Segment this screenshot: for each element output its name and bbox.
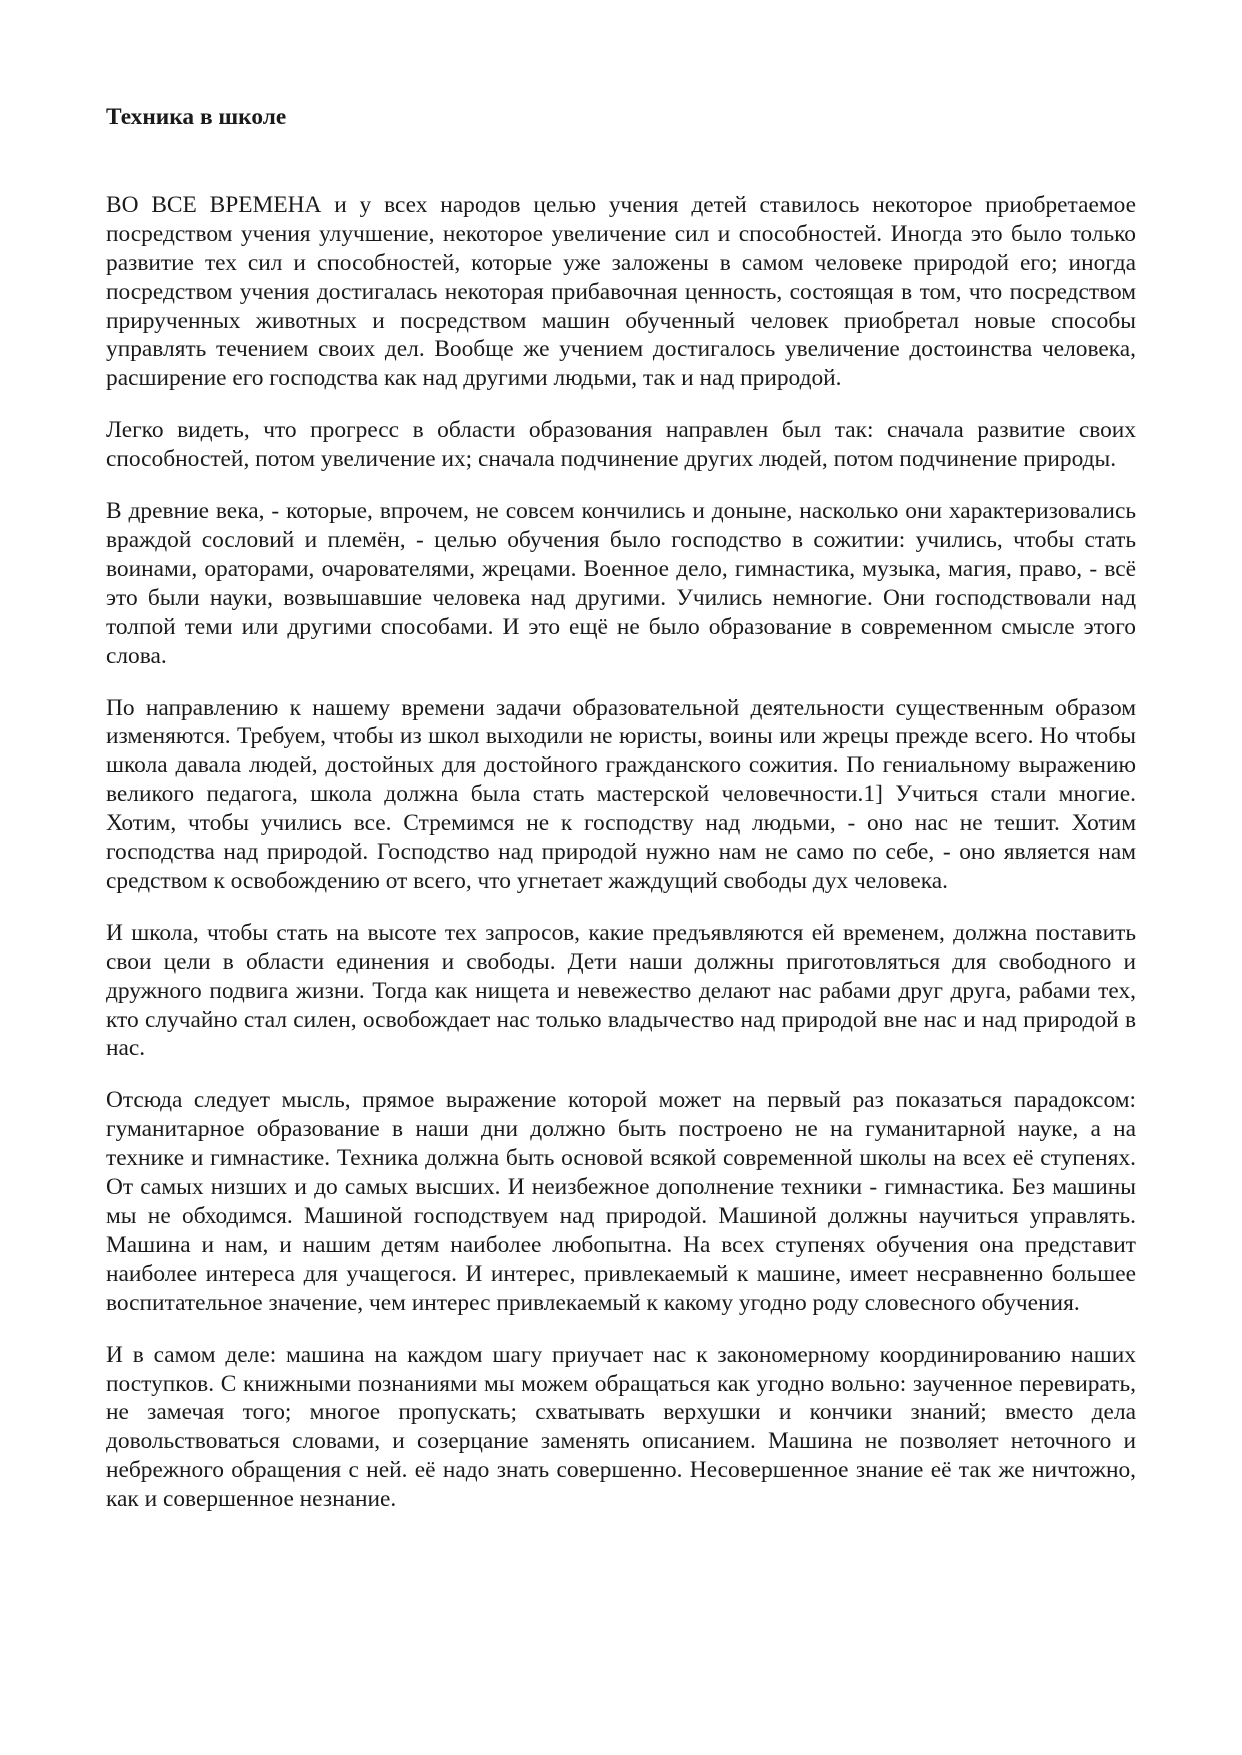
paragraph-1: ВО ВСЕ ВРЕМЕНА и у всех народов целью учения детей ставилось некоторое приобретаемое посредством учения улучшение, некоторое увеличение сил и способностей. Иногда это было только развитие тех сил и способностей, которые уже заложены в самом человеке природой его; иногда посредством учения достигалась некоторая прибавочная ценность, состоящая в том, что посредством прирученных животных и посредством машин обученный человек приобретал новые способы управлять течением своих дел. Вообще же учением достигалось увеличение достоинства человека, расширение его господства как над другими людьми, так и над природой. xyxy=(106,191,1136,392)
paragraph-5: И школа, чтобы стать на высоте тех запросов, какие предъявляются ей временем, должна поставить свои цели в области единения и свободы. Дети наши должны приготовляться для свободного и дружного подвига жизни. Тогда как нищета и невежество делают нас рабами друг друга, рабами тех, кто случайно стал силен, освобождает нас только владычество над природой вне нас и над природой в нас. xyxy=(106,919,1136,1062)
paragraph-4: По направлению к нашему времени задачи образовательной деятельности существенным образом изменяются. Требуем, чтобы из школ выходили не юристы, воины или жрецы прежде всего. Но чтобы школа давала людей, достойных для достойного гражданского сожития. По гениальному выражению великого педагога, школа должна была стать мастерской человечности.1] Учиться стали многие. Хотим, чтобы учились все. Стремимся не к господству над людьми, - оно нас не тешит. Хотим господства над природой. Господство над природой нужно нам не само по себе, - оно является нам средством к освобождению от всего, что угнетает жаждущий свободы дух человека. xyxy=(106,694,1136,894)
paragraph-6: Отсюда следует мысль, прямое выражение которой может на первый раз показаться парадоксом: гуманитарное образование в наши дни должно быть построено не на гуманитарной науке, а на технике и гимнастике. Техника должна быть основой всякой современной школы на всех её ступенях. От самых низших и до самых высших. И неизбежное дополнение техники - гимнастика. Без машины мы не обходимся. Машиной господствуем над природой. Машиной должны научиться управлять. Машина и нам, и нашим детям наиболее любопытна. На всех ступенях обучения она представит наиболее интереса для учащегося. И интерес, привлекаемый к машине, имеет несравненно большее воспитательное значение, чем интерес привлекаемый к какому угодно роду словесного обучения. xyxy=(106,1087,1136,1316)
paragraph-7: И в самом деле: машина на каждом шагу приучает нас к закономерному координированию наших поступков. С книжными познаниями мы можем обращаться как угодно вольно: заученное перевирать, не замечая того; многое пропускать; схватывать верхушки и кончики знаний; вместо дела довольствоваться словами, и созерцание заменять описанием. Машина не позволяет неточного и небрежного обращения с ней. её надо знать совершенно. Несовершенное знание её так же ничтожно, как и совершенное незнание. xyxy=(106,1341,1136,1513)
paragraph-3: В древние века, - которые, впрочем, не совсем кончились и доныне, насколько они характеризовались враждой сословий и племён, - целью обучения было господство в сожитии: учились, чтобы стать воинами, ораторами, очарователями, жрецами. Военное дело, гимнастика, музыка, магия, право, - всё это были науки, возвышавшие человека над другими. Учились немногие. Они господствовали над толпой теми или другими способами. И это ещё не было образование в современном смысле этого слова. xyxy=(106,498,1136,669)
document-body xyxy=(106,103,1136,1537)
paragraph-2: Легко видеть, что прогресс в области образования направлен был так: сначала развитие своих способностей, потом увеличение их; сначала подчинение других людей, потом подчинение природы. xyxy=(106,417,1136,473)
document-title: Техника в школе xyxy=(106,104,287,130)
